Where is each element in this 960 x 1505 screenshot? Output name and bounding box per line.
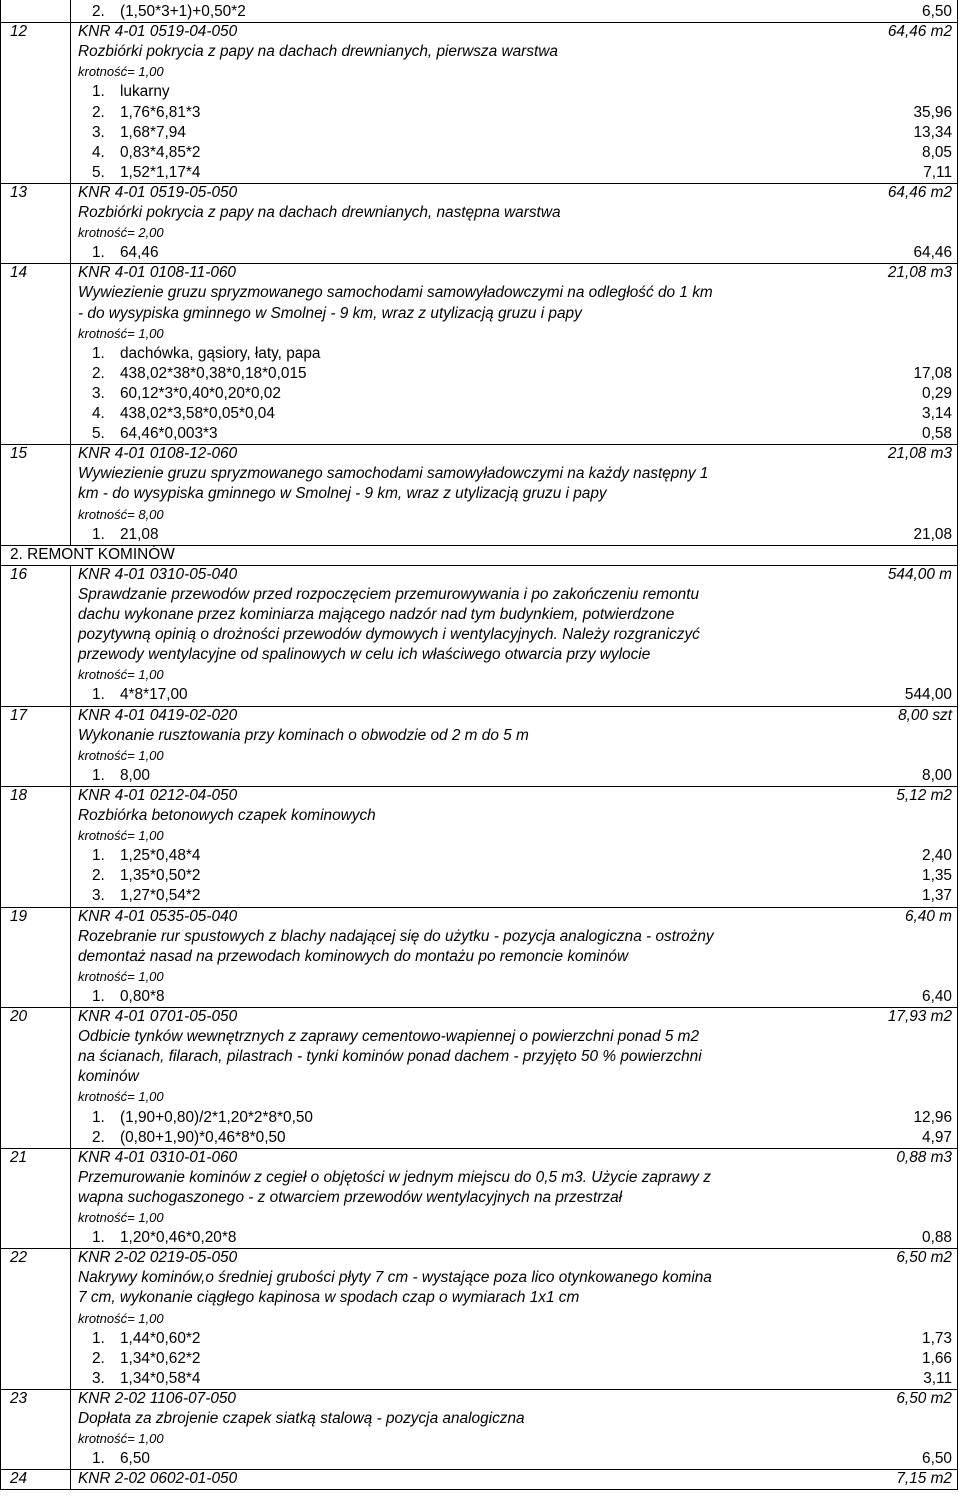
calc-line-number: 2.	[92, 1349, 105, 1367]
knr-code: KNR 4-01 0310-05-040	[78, 565, 238, 583]
calc-line-number: 1.	[92, 1229, 105, 1247]
calc-expression	[92, 143, 200, 163]
description-text: km - do wysypiska gminnego w Smolnej - 9 km, wraz z utylizacją gruzu i papy	[78, 485, 607, 503]
calc-line-number: 4.	[92, 143, 105, 161]
description-text: wapna suchogaszonego - z otwarciem przewodów wentylacyjnych na przestrzał	[78, 1188, 623, 1206]
calc-expression	[92, 987, 165, 1007]
multiplier-text: krotność= 8,00	[78, 506, 164, 522]
description-line	[0, 1027, 960, 1047]
position-quantity: 544,00 m	[887, 565, 952, 583]
calc-expression-text: 1,68*7,94	[120, 123, 186, 141]
calc-expression	[92, 1449, 150, 1469]
description-line	[0, 1188, 960, 1208]
description-line	[0, 464, 960, 484]
description-text: dachu wykonane przez kominiarza mającego nadzór nad tym budynkiem, potwierdzone	[78, 606, 675, 623]
multiplier-text: krotność= 1,00	[78, 747, 164, 763]
calc-line-number: 1.	[92, 987, 105, 1005]
calc-expression	[92, 1108, 313, 1128]
calc-line	[0, 143, 960, 163]
calc-line-number: 3.	[92, 384, 105, 402]
calc-line	[0, 846, 960, 866]
position-number: 12	[10, 23, 28, 41]
calc-line	[0, 404, 960, 424]
calc-line	[0, 866, 960, 886]
calc-expression	[92, 1128, 286, 1148]
calc-expression-text: 4*8*17,00	[120, 686, 188, 704]
description-text: Dopłata za zbrojenie czapek siatką stalową - pozycja analogiczna	[78, 1410, 525, 1427]
calc-expression	[92, 404, 275, 424]
description-text: Wywiezienie gruzu spryzmowanego samochodami samowyładowczymi na każdy następny 1	[78, 465, 709, 483]
position-number: 16	[10, 565, 28, 583]
calc-expression-text: 6,50	[120, 1450, 150, 1468]
calc-result: 6,50	[922, 1450, 952, 1468]
calc-line-number: 5.	[92, 425, 105, 443]
multiplier-line	[0, 967, 960, 987]
calc-line	[0, 163, 960, 183]
calc-line	[0, 82, 960, 102]
description-text: Przemurowanie kominów z cegieł o objętości w jednym miejscu do 0,5 m3. Użycie zaprawy z	[78, 1168, 711, 1186]
description-text: Sprawdzanie przewodów przed rozpoczęciem przemurowywania i po zakończeniu remontu	[78, 585, 700, 603]
calc-line-number: 2.	[92, 103, 105, 121]
section-heading: 2. REMONT KOMINÓW	[10, 545, 175, 563]
knr-code: KNR 4-01 0519-05-050	[78, 183, 238, 201]
calc-expression-text: 1,20*0,46*0,20*8	[120, 1229, 237, 1247]
calc-line-number: 1.	[92, 1450, 105, 1468]
calc-expression-text: 21,08	[120, 525, 159, 543]
calc-expression-text: 1,25*0,48*4	[120, 847, 201, 865]
calc-expression	[92, 1329, 200, 1349]
calc-result: 1,73	[922, 1329, 952, 1347]
knr-code: KNR 4-01 0108-12-060	[78, 445, 238, 463]
position-number: 19	[10, 907, 28, 925]
calc-expression	[92, 424, 218, 444]
description-line	[0, 1409, 960, 1429]
multiplier-line	[0, 62, 960, 82]
multiplier-text: krotność= 1,00	[78, 1210, 164, 1225]
position-header	[0, 22, 960, 42]
calc-line	[0, 1329, 960, 1349]
multiplier-line	[0, 826, 960, 846]
calc-line	[0, 344, 960, 364]
position-number: 21	[10, 1148, 28, 1166]
calc-line	[0, 123, 960, 143]
position-number: 17	[10, 706, 28, 724]
description-text: demontaż nasad na przewodach kominowych do montażu po remoncie kominów	[78, 947, 629, 965]
position-number: 23	[10, 1389, 28, 1407]
calc-line	[0, 886, 960, 906]
multiplier-text: krotność= 1,00	[78, 1089, 164, 1105]
multiplier-line	[0, 665, 960, 685]
calc-result: 35,96	[913, 103, 952, 121]
calc-line	[0, 364, 960, 384]
description-text: Wywiezienie gruzu spryzmowanego samochodami samowyładowczymi na odległość do 1 km	[78, 284, 713, 302]
description-text: przewody wentylacyjne od spalinowych w celu ich właściwego otwarcia przy wylocie	[78, 646, 651, 664]
multiplier-text: krotność= 1,00	[78, 828, 164, 844]
description-text: - do wysypiska gminnego w Smolnej - 9 km, wraz z utylizacją gruzu i papy	[78, 304, 582, 322]
calc-line	[0, 1449, 960, 1469]
description-line	[0, 645, 960, 665]
multiplier-line	[0, 1429, 960, 1449]
multiplier-line	[0, 1208, 960, 1228]
knr-code: KNR 4-01 0310-01-060	[78, 1148, 238, 1166]
position-quantity: 17,93 m2	[887, 1008, 952, 1025]
description-line	[0, 1047, 960, 1067]
calc-line	[0, 1349, 960, 1369]
calc-expression	[92, 766, 150, 786]
calc-line-number: 2.	[92, 364, 105, 382]
calc-line	[0, 1228, 960, 1248]
calc-line	[0, 384, 960, 404]
knr-code: KNR 4-01 0519-04-050	[78, 23, 238, 41]
calc-line-number: 1.	[92, 766, 105, 784]
calc-result: 21,08	[913, 525, 952, 543]
calc-line-number: 2.	[92, 1128, 105, 1146]
position-header	[0, 1148, 960, 1168]
calc-expression-text: 64,46	[120, 244, 159, 262]
calc-expression-text: (1,50*3+1)+0,50*2	[120, 3, 246, 20]
calc-expression-text: 0,80*8	[120, 987, 165, 1005]
calc-result: 1,37	[922, 887, 952, 905]
calc-result: 1,35	[922, 867, 952, 885]
calc-expression-text: 1,52*1,17*4	[120, 163, 201, 181]
description-text: Odbicie tynków wewnętrznych z zaprawy cementowo-wapiennej o powierzchni ponad 5 m2	[78, 1028, 700, 1046]
calc-line-number: 1.	[92, 1329, 105, 1347]
description-line	[0, 585, 960, 605]
description-text: na ścianach, filarach, pilastrach - tynki kominów ponad dachem - przyjęto 50 % powierzchni	[78, 1048, 702, 1066]
position-header	[0, 1248, 960, 1268]
row-separator	[0, 1489, 958, 1490]
description-line	[0, 283, 960, 303]
calc-line-number: 2.	[92, 3, 105, 20]
description-line	[0, 484, 960, 504]
description-text: Nakrywy kominów,o średniej grubości płyty 7 cm - wystające poza lico otynkowanego komina	[78, 1269, 712, 1287]
position-quantity: 6,50 m2	[896, 1389, 952, 1407]
multiplier-line	[0, 1087, 960, 1107]
calc-expression-text: 438,02*3,58*0,05*0,04	[120, 405, 275, 422]
calc-line	[0, 1128, 960, 1148]
description-text: Wykonanie rusztowania przy kominach o obwodzie od 2 m do 5 m	[78, 726, 529, 744]
multiplier-line	[0, 746, 960, 766]
calc-line	[0, 103, 960, 123]
calc-expression	[92, 886, 200, 906]
position-header	[0, 1007, 960, 1027]
description-line	[0, 1067, 960, 1087]
calc-line	[0, 1108, 960, 1128]
calc-expression-text: 60,12*3*0,40*0,20*0,02	[120, 384, 281, 402]
calc-line	[0, 243, 960, 263]
calc-expression-text: 1,27*0,54*2	[120, 887, 201, 905]
description-line	[0, 42, 960, 62]
description-line	[0, 304, 960, 324]
calc-result: 544,00	[904, 686, 952, 704]
calc-result: 7,11	[923, 163, 952, 181]
calc-result: 0,29	[922, 384, 952, 402]
calc-expression	[92, 123, 186, 143]
calc-line-number: 5.	[92, 163, 105, 181]
calc-line-number: 1.	[92, 686, 105, 704]
calc-expression	[92, 163, 200, 183]
knr-code: KNR 4-01 0108-11-060	[78, 264, 236, 282]
table-right-border	[957, 0, 958, 1489]
multiplier-text: krotność= 1,00	[78, 968, 164, 984]
position-number: 20	[10, 1008, 28, 1025]
calc-expression-text: (0,80+1,90)*0,46*8*0,50	[120, 1128, 286, 1146]
calc-line-number: 3.	[92, 887, 105, 905]
calc-result: 0,58	[922, 425, 952, 443]
calc-result: 13,34	[913, 123, 952, 141]
calc-expression-text: 1,44*0,60*2	[120, 1329, 201, 1347]
calc-line	[0, 1369, 960, 1389]
calc-line	[0, 525, 960, 545]
calc-expression-text: 64,46*0,003*3	[120, 425, 218, 443]
knr-code: KNR 2-02 1106-07-050	[78, 1389, 236, 1407]
calc-result: 0,88	[922, 1229, 952, 1247]
section-heading-row	[0, 545, 960, 565]
multiplier-text: krotność= 2,00	[78, 225, 164, 241]
multiplier-text: krotność= 1,00	[78, 1310, 164, 1326]
calc-expression	[92, 846, 200, 866]
description-line	[0, 726, 960, 746]
calc-expression	[92, 364, 307, 384]
calc-result: 4,97	[922, 1128, 952, 1146]
description-line	[0, 947, 960, 967]
description-text: Rozebranie rur spustowych z blachy nadającej się do użytku - pozycja analogiczna - ostrożny	[78, 927, 714, 945]
calc-line	[0, 987, 960, 1007]
knr-code: KNR 4-01 0212-04-050	[78, 786, 238, 804]
calc-line-number: 2.	[92, 867, 105, 885]
position-header	[0, 706, 960, 726]
description-line	[0, 927, 960, 947]
position-quantity: 64,46 m2	[887, 23, 952, 41]
calc-expression	[92, 2, 246, 22]
multiplier-text: krotność= 1,00	[78, 667, 164, 683]
description-text: Rozbiórka betonowych czapek kominowych	[78, 807, 376, 824]
description-line	[0, 806, 960, 826]
knr-code: KNR 2-02 0602-01-050	[78, 1470, 238, 1488]
calc-expression	[92, 1349, 200, 1369]
position-header	[0, 183, 960, 203]
position-number: 15	[10, 445, 28, 463]
multiplier-text: krotność= 1,00	[78, 64, 164, 80]
description-text: Rozbiórki pokrycia z papy na dachach drewnianych, następna warstwa	[78, 204, 561, 221]
position-quantity: 0,88 m3	[896, 1148, 952, 1166]
calc-expression	[92, 525, 159, 545]
calc-result: 2,40	[922, 847, 952, 865]
position-number: 13	[10, 183, 28, 201]
calc-expression	[92, 344, 320, 364]
position-header	[0, 1469, 960, 1489]
calc-expression-text: 1,34*0,58*4	[120, 1369, 201, 1387]
knr-code: KNR 4-01 0535-05-040	[78, 907, 238, 925]
calc-line-number: 1.	[92, 1108, 105, 1126]
position-quantity: 21,08 m3	[887, 445, 952, 463]
position-number: 18	[10, 786, 28, 804]
description-line	[0, 1268, 960, 1288]
calc-line	[0, 766, 960, 786]
description-line	[0, 203, 960, 223]
calc-expression	[92, 1369, 200, 1389]
calc-line	[0, 2, 960, 22]
position-header	[0, 263, 960, 283]
position-number: 14	[10, 264, 28, 282]
calc-result: 8,05	[922, 143, 952, 161]
description-text: 7 cm, wykonanie ciągłego kapinosa w spodach czap o wymiarach 1x1 cm	[78, 1289, 580, 1307]
multiplier-text: krotność= 1,00	[78, 1431, 164, 1447]
calc-expression-text: 0,83*4,85*2	[120, 143, 201, 161]
description-line	[0, 1288, 960, 1308]
calc-expression	[92, 1228, 236, 1248]
calc-result: 12,96	[913, 1108, 952, 1126]
multiplier-line	[0, 223, 960, 243]
position-quantity: 7,15 m2	[896, 1470, 952, 1488]
column-divider	[70, 565, 71, 1490]
position-quantity: 8,00 szt	[898, 706, 952, 724]
calc-line-number: 1.	[92, 525, 105, 543]
calc-result: 3,11	[923, 1369, 952, 1387]
multiplier-line	[0, 1309, 960, 1329]
description-line	[0, 1168, 960, 1188]
calc-expression-text: dachówka, gąsiory, łaty, papa	[120, 344, 321, 362]
calc-line-number: 1.	[92, 83, 105, 101]
calc-expression	[92, 685, 188, 705]
position-quantity: 6,50 m2	[896, 1249, 952, 1267]
description-text: pozytywną opinią o drożności przewodów dymowych i wentylacyjnych. Należy rozgraniczyć	[78, 626, 700, 644]
calc-expression-text: 1,35*0,50*2	[120, 867, 201, 885]
multiplier-text: krotność= 1,00	[78, 325, 164, 341]
description-text: kominów	[78, 1068, 139, 1086]
calc-line-number: 4.	[92, 405, 105, 422]
multiplier-line	[0, 505, 960, 525]
description-line	[0, 625, 960, 645]
calc-expression-text: 1,76*6,81*3	[120, 103, 201, 121]
column-divider	[70, 0, 71, 545]
knr-code: KNR 4-01 0701-05-050	[78, 1008, 238, 1025]
description-text: Rozbiórki pokrycia z papy na dachach drewnianych, pierwsza warstwa	[78, 43, 558, 61]
calc-expression-text: 438,02*38*0,38*0,18*0,015	[120, 364, 307, 382]
calc-expression	[92, 866, 200, 886]
position-header	[0, 565, 960, 585]
position-header	[0, 907, 960, 927]
calc-result: 64,46	[913, 244, 952, 262]
knr-code: KNR 2-02 0219-05-050	[78, 1249, 238, 1267]
calc-line-number: 1.	[92, 847, 105, 865]
calc-result: 6,40	[922, 987, 952, 1005]
calc-expression-text: (1,90+0,80)/2*1,20*2*8*0,50	[120, 1108, 313, 1126]
calc-line	[0, 685, 960, 705]
position-quantity: 5,12 m2	[896, 786, 952, 804]
knr-code: KNR 4-01 0419-02-020	[78, 706, 238, 724]
table-left-border	[0, 0, 1, 1489]
calc-expression	[92, 103, 200, 123]
position-header	[0, 786, 960, 806]
position-number: 24	[10, 1470, 28, 1488]
calc-expression-text: 1,34*0,62*2	[120, 1349, 201, 1367]
position-quantity: 21,08 m3	[887, 264, 952, 282]
calc-result: 6,50	[922, 3, 952, 20]
multiplier-line	[0, 324, 960, 344]
calc-result: 8,00	[922, 766, 952, 784]
calc-expression	[92, 384, 281, 404]
calc-expression	[92, 243, 159, 263]
calc-result: 1,66	[922, 1349, 952, 1367]
calc-expression-text: 8,00	[120, 766, 150, 784]
calc-line-number: 3.	[92, 1369, 105, 1387]
position-quantity: 64,46 m2	[887, 183, 952, 201]
position-header	[0, 444, 960, 464]
calc-line-number: 1.	[92, 344, 105, 362]
position-number: 22	[10, 1249, 28, 1267]
calc-expression-text: lukarny	[120, 83, 170, 101]
calc-result: 3,14	[922, 405, 952, 422]
calc-result: 17,08	[913, 364, 952, 382]
position-header	[0, 1389, 960, 1409]
calc-line	[0, 424, 960, 444]
calc-line-number: 3.	[92, 123, 105, 141]
description-line	[0, 605, 960, 625]
calc-expression	[92, 82, 170, 102]
calc-line-number: 1.	[92, 244, 105, 262]
position-quantity: 6,40 m	[904, 907, 952, 925]
